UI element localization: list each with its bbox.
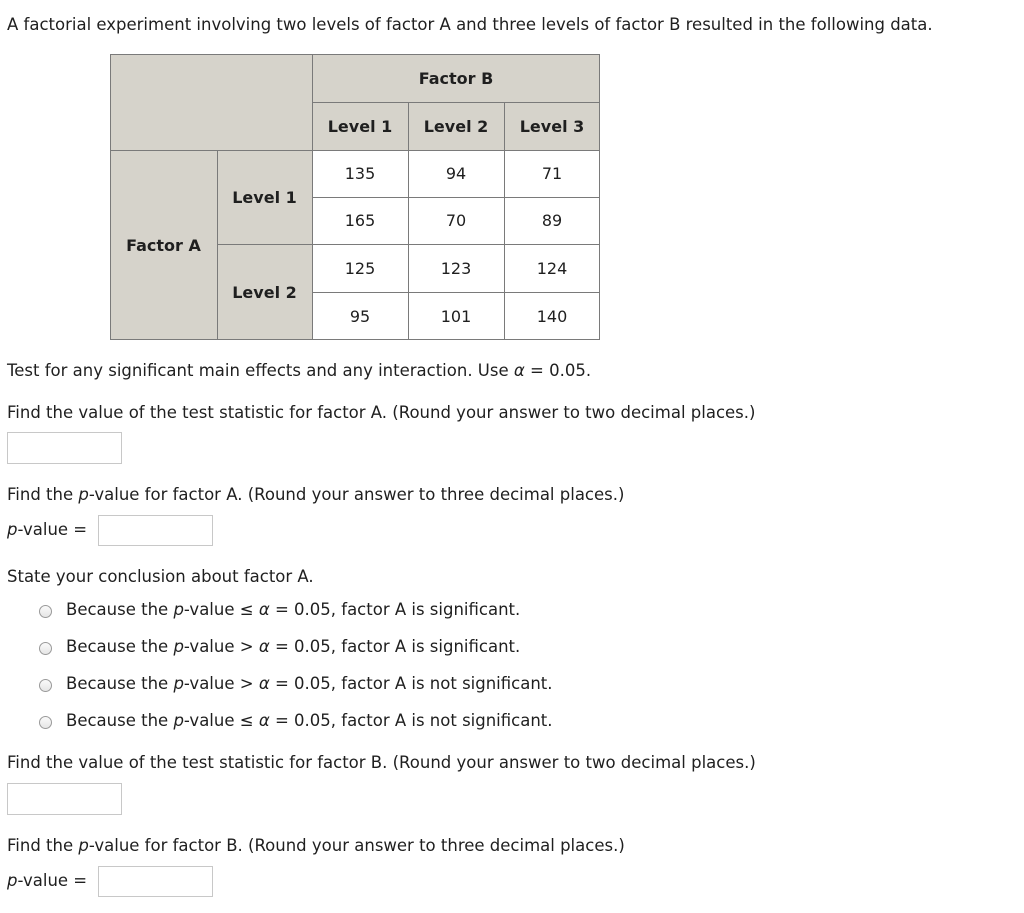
table-cell: 124 xyxy=(536,258,568,278)
factor-b-statistic-input[interactable] xyxy=(7,783,122,815)
factor-b-pvalue-input[interactable] xyxy=(98,866,213,897)
table-cell: 70 xyxy=(445,211,467,230)
question-factor-a-pvalue: Find the p-value for factor A. (Round your answer to three decimal places.) xyxy=(7,485,625,504)
factor-a-header: Factor A xyxy=(126,235,201,255)
table-cell: 101 xyxy=(440,306,472,326)
radio-option-4[interactable] xyxy=(39,716,52,729)
b-level-3-header: Level 3 xyxy=(519,116,585,136)
table-cell: 71 xyxy=(541,164,563,183)
factor-a-pvalue-label: p-value = xyxy=(7,520,88,539)
table-cell: 123 xyxy=(440,258,472,278)
intro-text: A factorial experiment involving two levels of factor A and three levels of factor B resulted in the following data. xyxy=(7,15,933,34)
table-cell: 94 xyxy=(445,164,467,183)
table-cell: 125 xyxy=(344,258,376,278)
table-cell: 135 xyxy=(344,164,376,183)
b-level-2-header: Level 2 xyxy=(423,116,489,136)
radio-option-2[interactable] xyxy=(39,642,52,655)
radio-option-1[interactable] xyxy=(39,605,52,618)
question-factor-a-statistic: Find the value of the test statistic for factor A. (Round your answer to two decimal places.) xyxy=(7,403,756,422)
table-cell: 165 xyxy=(344,211,376,230)
conclusion-option-2[interactable]: Because the p-value > α = 0.05, factor A is significant. xyxy=(66,637,521,656)
table-cell: 95 xyxy=(349,306,371,326)
radio-option-3[interactable] xyxy=(39,679,52,692)
a-level-1-header: Level 1 xyxy=(232,187,297,207)
a-level-2-header: Level 2 xyxy=(232,282,297,302)
factor-a-statistic-input[interactable] xyxy=(7,432,122,464)
factor-b-header: Factor B xyxy=(418,68,494,88)
instruction-text: Test for any significant main effects and any interaction. Use α = 0.05. xyxy=(7,361,592,380)
question-factor-b-pvalue: Find the p-value for factor B. (Round your answer to three decimal places.) xyxy=(7,836,625,855)
table-cell: 140 xyxy=(536,306,568,326)
conclusion-option-4[interactable]: Because the p-value ≤ α = 0.05, factor A is not significant. xyxy=(66,711,553,730)
table-cell: 89 xyxy=(541,211,563,230)
factor-b-pvalue-label: p-value = xyxy=(7,871,88,890)
conclusion-option-3[interactable]: Because the p-value > α = 0.05, factor A is not significant. xyxy=(66,674,553,693)
question-factor-b-statistic: Find the value of the test statistic for factor B. (Round your answer to two decimal places.) xyxy=(7,753,756,772)
conclusion-option-1[interactable]: Because the p-value ≤ α = 0.05, factor A is significant. xyxy=(66,600,521,619)
b-level-1-header: Level 1 xyxy=(327,116,393,136)
factor-a-pvalue-input[interactable] xyxy=(98,515,213,546)
question-factor-a-conclusion: State your conclusion about factor A. xyxy=(7,567,314,586)
